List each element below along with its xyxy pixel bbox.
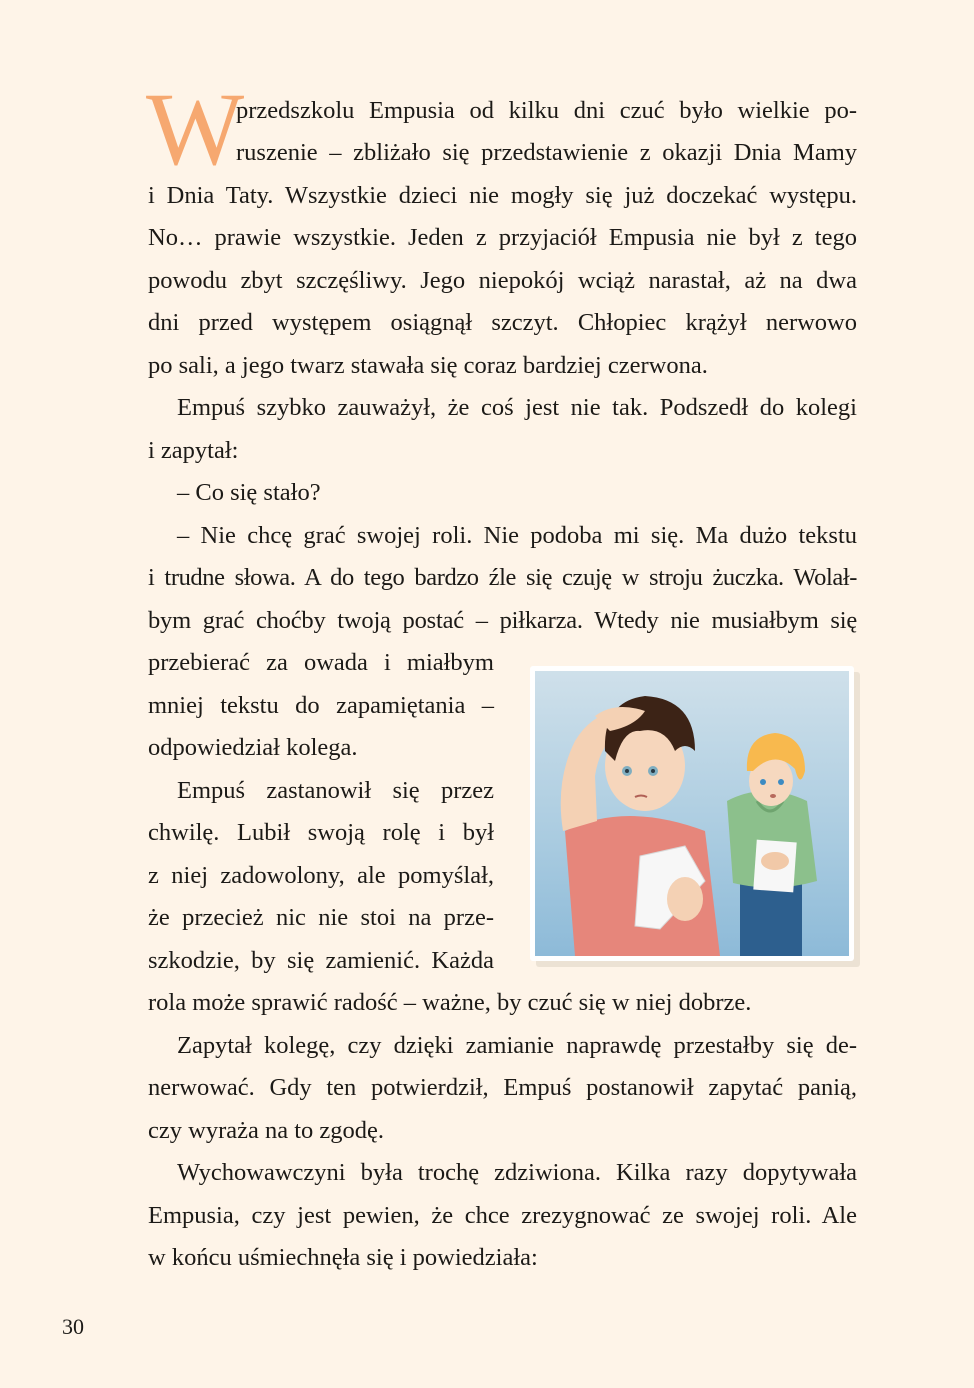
text-line: – Nie chcę grać swojej roli. Nie podoba mi się. Ma dużo tekstu: [177, 522, 857, 549]
text-line: i Dnia Taty. Wszystkie dzieci nie mogły się już doczekać występu.: [148, 182, 857, 209]
text-line: Zapytał kolegę, czy dzięki zamianie naprawdę przestałby się de-: [177, 1032, 857, 1059]
text-line: że przecież nic nie stoi na prze-: [148, 904, 494, 931]
text-line: i zapytał:: [148, 437, 239, 464]
page-number: 30: [62, 1314, 84, 1339]
text-line: przebierać za owada i miałbym: [148, 649, 494, 676]
text-line: po sali, a jego twarz stawała się coraz bardziej czerwona.: [148, 352, 708, 379]
text-line: z niej zadowolony, ale pomyślał,: [148, 862, 494, 889]
text-line: bym grać choćby twoją postać – piłkarza. Wtedy nie musiałbym się: [148, 607, 857, 634]
text-line: szkodzie, by się zamienić. Każda: [148, 947, 494, 974]
text-line: przedszkolu Empusia od kilku dni czuć było wielkie po-: [236, 97, 857, 124]
text-line: – Co się stało?: [177, 479, 321, 506]
text-line: mniej tekstu do zapamiętania –: [148, 692, 494, 719]
drop-cap: W: [146, 72, 245, 187]
text-line: nerwować. Gdy ten potwierdził, Empuś postanowił zapytać panią,: [148, 1074, 857, 1101]
text-line: czy wyraża na to zgodę.: [148, 1117, 385, 1144]
text-line: chwilę. Lubił swoją rolę i był: [148, 819, 494, 846]
text-line: dni przed występem osiągnął szczyt. Chłopiec krążył nerwowo: [148, 309, 857, 336]
illustration-two-boys: [535, 671, 849, 956]
text-line: No… prawie wszystkie. Jeden z przyjaciół Empusia nie był z tego: [148, 224, 857, 251]
text-line: w końcu uśmiechnęła się i powiedziała:: [148, 1244, 538, 1271]
text-line: rola może sprawić radość – ważne, by czuć się w niej dobrze.: [148, 989, 752, 1016]
text-line: Empusia, czy jest pewien, że chce zrezygnować ze swojej roli. Ale: [148, 1202, 857, 1229]
text-line: Wychowawczyni była trochę zdziwiona. Kilka razy dopytywała: [177, 1159, 857, 1186]
text-line: odpowiedział kolega.: [148, 734, 358, 761]
text-line: i trudne słowa. A do tego bardzo źle się czuję w stroju żuczka. Wolał-: [148, 564, 857, 591]
illustration-frame: [530, 666, 854, 961]
text-line: Empuś zastanowił się przez: [177, 777, 494, 804]
text-line: Empuś szybko zauważył, że coś jest nie tak. Podszedł do kolegi: [177, 394, 857, 421]
text-line: ruszenie – zbliżało się przedstawienie z okazji Dnia Mamy: [236, 139, 857, 166]
text-line: powodu zbyt szczęśliwy. Jego niepokój wciąż narastał, aż na dwa: [148, 267, 857, 294]
